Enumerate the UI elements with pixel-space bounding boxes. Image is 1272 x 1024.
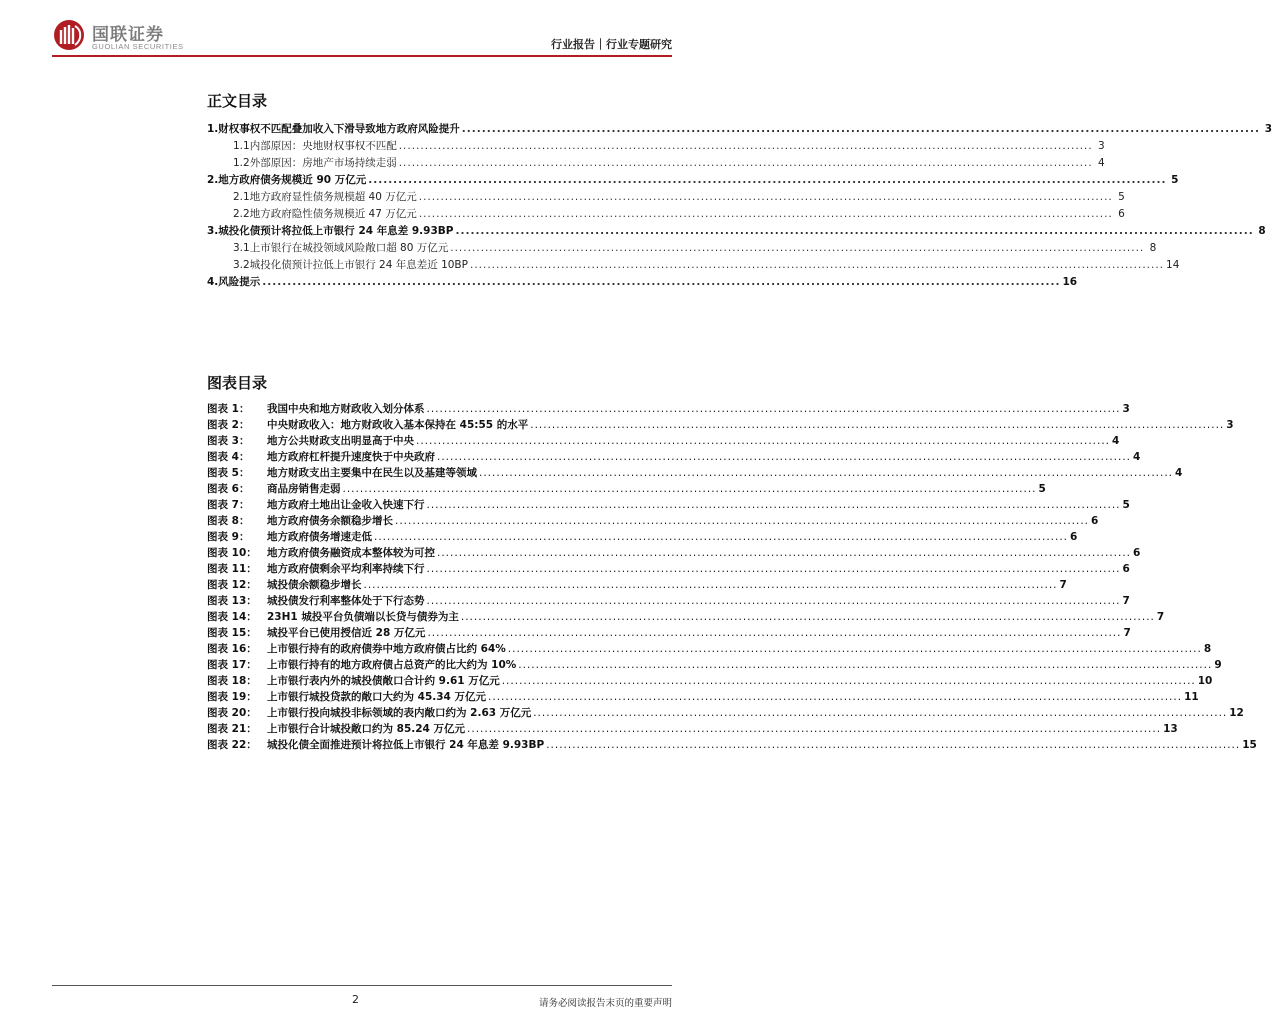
figure-entry-title: 地方政府债剩余平均利率持续下行 [267,563,425,575]
dot-leader: ................................................................................................................................................................ [546,739,1241,751]
toc-entry-number: 3.2 [233,259,250,271]
figure-entry-label: 图表 5： [207,467,250,479]
figure-entry[interactable] [207,576,1067,592]
toc-entry-title: 财权事权不匹配叠加收入下滑导致地方政府风险提升 [218,123,460,135]
toc-entry[interactable] [207,204,1125,221]
dot-leader: ................................................................................................................................................................ [416,435,1111,447]
figure-entry-label: 图表 15： [207,627,257,639]
figure-entry[interactable] [207,608,1165,624]
figure-entry[interactable] [207,560,1130,576]
toc-entry-page: 16 [1062,276,1078,288]
report-type: 行业报告｜行业专题研究 [551,38,672,51]
dot-leader: ................................................................................................................................................................ [437,547,1132,559]
toc-entry-number: 1. [207,123,219,135]
figure-entry-title: 上市银行城投贷款的敞口大约为 45.34 万亿元 [267,691,487,703]
dot-leader: ................................................................................................................................................................ [426,563,1121,575]
toc-entry-number: 2.2 [233,208,250,220]
dot-leader: ................................................................................................................................................................ [342,483,1037,495]
logo-mark-icon [52,18,86,52]
dot-leader: ................................................................................................................................................................ [450,242,1145,254]
figure-entry[interactable] [207,672,1213,688]
figure-entry[interactable] [207,704,1244,720]
figure-entry-page: 3 [1122,403,1130,415]
figure-entry-title: 地方政府债务增速走低 [267,531,372,543]
toc-entry-page: 5 [1171,174,1179,186]
figure-entry[interactable] [207,528,1078,544]
toc-entry-page: 8 [1149,242,1157,254]
figure-entry[interactable] [207,592,1130,608]
toc-entry-title: 地方政府债务规模近 90 万亿元 [218,174,367,186]
figure-entry-title: 我国中央和地方财政收入划分体系 [267,403,425,415]
figure-entry-page: 6 [1091,515,1099,527]
figure-entry-page: 5 [1038,483,1046,495]
dot-leader: ................................................................................................................................................................ [518,659,1213,671]
toc-entry-number: 1.2 [233,157,250,169]
toc-entry-title: 内部原因：央地财权事权不匹配 [249,140,397,152]
figure-entry-title: 商品房销售走弱 [267,483,341,495]
figure-entry[interactable] [207,720,1178,736]
figure-entry[interactable] [207,464,1183,480]
toc-entry-title: 风险提示 [218,276,261,288]
figure-entry-title: 地方政府债务余额稳步增长 [267,515,393,527]
figure-entry-label: 图表 4： [207,451,250,463]
toc-entry-page: 6 [1118,208,1125,220]
figure-entry-page: 11 [1184,691,1199,703]
toc-entry[interactable] [207,187,1125,204]
figure-entry[interactable] [207,400,1130,416]
toc-entry-number: 3.1 [233,242,250,254]
dot-leader: ................................................................................................................................................................ [455,225,1254,237]
toc-entry-page: 5 [1118,191,1125,203]
dot-leader: ................................................................................................................................................................ [426,595,1121,607]
figure-entry-title: 城投化债全面推进预计将拉低上市银行 24 年息差 9.93BP [267,739,545,751]
figure-entry-page: 5 [1122,499,1130,511]
figure-entry-title: 地方公共财政支出明显高于中央 [267,435,414,447]
dot-leader: ................................................................................................................................................................ [461,123,1260,135]
figure-entry-title: 上市银行合计城投敞口约为 85.24 万亿元 [267,723,466,735]
figure-entry[interactable] [207,656,1222,672]
figure-entry-label: 图表 12： [207,579,257,591]
figure-entry-label: 图表 1： [207,403,250,415]
toc-entry-number: 2. [207,174,219,186]
figure-entry-title: 中央财政收入：地方财政收入基本保持在 45:55 的水平 [267,419,529,431]
toc-entry-page: 4 [1098,157,1105,169]
toc-entry[interactable] [207,255,1180,272]
footer-divider [52,985,672,986]
figure-entry-label: 图表 19： [207,691,257,703]
figure-entry-title: 城投债余额稳步增长 [267,579,362,591]
figure-entry[interactable] [207,512,1099,528]
figure-entry-label: 图表 21： [207,723,257,735]
figure-entry-label: 图表 10： [207,547,257,559]
figure-entry[interactable] [207,480,1046,496]
toc-entry[interactable] [207,119,1272,136]
figure-entry-title: 上市银行持有的政府债券中地方政府债占比约 64% [267,643,506,655]
toc-entry-number: 2.1 [233,191,250,203]
figure-entry[interactable] [207,448,1141,464]
figure-entry-label: 图表 13： [207,595,257,607]
figure-list [207,400,1257,752]
dot-leader: ................................................................................................................................................................ [437,451,1132,463]
page-number: 2 [352,993,359,1006]
dot-leader: ................................................................................................................................................................ [469,259,1165,271]
toc-entry-number: 4. [207,276,219,288]
figure-entry-page: 7 [1059,579,1067,591]
figure-entry-page: 12 [1229,707,1244,719]
figure-entry-title: 上市银行表内外的城投债敞口合计约 9.61 万亿元 [267,675,500,687]
dot-leader: ................................................................................................................................................................ [426,403,1121,415]
figure-entry-page: 4 [1112,435,1120,447]
figure-entry-label: 图表 22： [207,739,257,751]
toc-entry-page: 14 [1166,259,1180,271]
figure-entry-page: 9 [1214,659,1222,671]
toc-entry-title: 上市银行在城投领域风险敞口超 80 万亿元 [249,242,449,254]
dot-leader: ................................................................................................................................................................ [488,691,1183,703]
figure-entry-label: 图表 20： [207,707,257,719]
dot-leader: ................................................................................................................................................................ [398,157,1093,169]
figure-entry-page: 8 [1203,643,1212,655]
dot-leader: ................................................................................................................................................................ [507,643,1202,655]
figure-entry-page: 7 [1122,595,1130,607]
toc-entry-title: 城投化债预计拉低上市银行 24 年息差近 10BP [249,259,468,271]
figure-entry-label: 图表 2： [207,419,250,431]
disclaimer-note: 请务必阅读报告末页的重要声明 [538,998,672,1009]
logo-text-cn: 国联证券 [92,25,164,45]
figure-entry-label: 图表 16： [207,643,257,655]
dot-leader: ................................................................................................................................................................ [398,140,1093,152]
dot-leader: ................................................................................................................................................................ [460,611,1155,623]
figure-entry-title: 城投债发行利率整体处于下行态势 [267,595,425,607]
figure-entry-title: 地方政府杠杆提升速度快于中央政府 [267,451,435,463]
toc-entry-number: 1.1 [233,140,250,152]
header-divider [52,55,672,57]
dot-leader: ................................................................................................................................................................ [426,499,1121,511]
figure-entry-page: 6 [1122,563,1130,575]
figure-entry[interactable] [207,416,1234,432]
dot-leader: ................................................................................................................................................................ [427,627,1122,639]
figure-entry-label: 图表 3： [207,435,250,447]
figure-entry-page: 4 [1175,467,1183,479]
toc-entry-page: 3 [1098,140,1105,152]
figure-entry[interactable] [207,736,1257,752]
toc-entry[interactable] [207,170,1179,187]
toc-entry-page: 8 [1258,225,1266,237]
figure-entry-title: 地方政府债务融资成本整体较为可控 [267,547,435,559]
dot-leader: ................................................................................................................................................................ [363,579,1058,591]
figure-entry-title: 23H1 城投平台负债端以长贷与债券为主 [267,611,459,623]
figure-entry-page: 13 [1163,723,1178,735]
figure-entry-page: 4 [1133,451,1141,463]
figure-entry-title: 上市银行持有的地方政府债占总资产的比大约为 10% [267,659,517,671]
figure-entry[interactable] [207,544,1141,560]
logo-text-en: GUOLIAN SECURITIES [92,42,184,51]
figure-entry-label: 图表 6： [207,483,250,495]
dot-leader: ................................................................................................................................................................ [418,208,1113,220]
figure-entry[interactable] [207,432,1120,448]
toc-entry[interactable] [207,136,1105,153]
figure-entry-label: 图表 17： [207,659,257,671]
toc-entry-title: 地方政府隐性债务规模近 47 万亿元 [249,208,417,220]
figure-entry-title: 地方政府土地出让金收入快速下行 [267,499,425,511]
figure-entry-page: 6 [1133,547,1141,559]
figure-list-heading: 图表目录 [207,374,268,392]
figure-entry-label: 图表 18： [207,675,257,687]
dot-leader: ................................................................................................................................................................ [467,723,1162,735]
dot-leader: ................................................................................................................................................................ [262,276,1061,288]
figure-entry-label: 图表 14： [207,611,257,623]
figure-entry[interactable] [207,640,1212,656]
figure-entry-label: 图表 7： [207,499,250,511]
figure-entry-title: 地方财政支出主要集中在民生以及基建等领域 [267,467,477,479]
toc-entry-number: 3. [207,225,219,237]
toc-entry-title: 城投化债预计将拉低上市银行 24 年息差 9.93BP [218,225,454,237]
dot-leader: ................................................................................................................................................................ [530,419,1225,431]
figure-entry-page: 6 [1070,531,1078,543]
figure-entry-title: 上市银行投向城投非标领域的表内敞口约为 2.63 万亿元 [267,707,532,719]
page-header [0,0,724,60]
figure-entry-page: 15 [1242,739,1257,751]
figure-entry-page: 3 [1226,419,1234,431]
toc-list [207,119,1272,289]
toc-entry-title: 外部原因：房地产市场持续走弱 [249,157,397,169]
figure-entry[interactable] [207,624,1131,640]
dot-leader: ................................................................................................................................................................ [374,531,1069,543]
figure-entry-label: 图表 9： [207,531,250,543]
toc-entry-title: 地方政府显性债务规模超 40 万亿元 [249,191,417,203]
figure-entry-page: 10 [1197,675,1213,687]
figure-entry-page: 7 [1156,611,1165,623]
figure-entry-title: 城投平台已使用授信近 28 万亿元 [267,627,426,639]
dot-leader: ................................................................................................................................................................ [368,174,1167,186]
dot-leader: ................................................................................................................................................................ [533,707,1228,719]
toc-entry-page: 3 [1264,123,1272,135]
dot-leader: ................................................................................................................................................................ [418,191,1113,203]
figure-entry-label: 图表 8： [207,515,250,527]
toc-heading: 正文目录 [207,92,268,110]
toc-entry[interactable] [207,272,1078,289]
figure-entry-page: 7 [1123,627,1131,639]
toc-entry[interactable] [207,153,1105,170]
dot-leader: ................................................................................................................................................................ [501,675,1196,687]
dot-leader: ................................................................................................................................................................ [395,515,1090,527]
toc-entry[interactable] [207,238,1157,255]
figure-entry[interactable] [207,688,1199,704]
figure-entry-label: 图表 11： [207,563,257,575]
figure-entry[interactable] [207,496,1130,512]
company-logo [52,18,202,52]
toc-entry[interactable] [207,221,1266,238]
dot-leader: ................................................................................................................................................................ [479,467,1174,479]
